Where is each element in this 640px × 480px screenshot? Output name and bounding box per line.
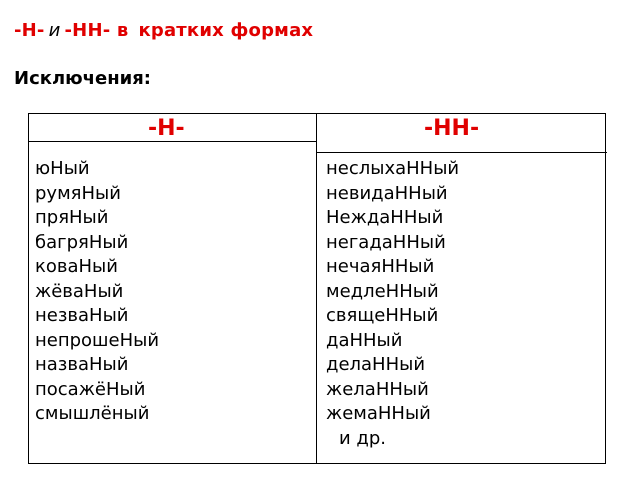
list-item: юНый: [35, 158, 90, 179]
list-item: назваНый: [35, 354, 129, 375]
page-title: [14, 20, 313, 41]
list-item: жёваНый: [35, 280, 124, 302]
list-item: посажёНый: [35, 378, 146, 400]
list-item: непрошеНый: [35, 329, 160, 351]
title-topic: кратких формах: [138, 20, 314, 41]
right-header-divider: [316, 152, 607, 153]
list-item: багряНый: [35, 231, 129, 253]
list-item: желаННый: [326, 378, 429, 400]
exceptions-heading: Исключения:: [14, 68, 152, 89]
left-column-header: -Н-: [148, 116, 185, 141]
list-item: негадаННый: [326, 231, 446, 253]
left-header-divider: [29, 141, 316, 142]
title-conjunction: и: [48, 20, 61, 41]
list-item: коваНый: [35, 256, 118, 277]
left-word-list: [35, 157, 159, 427]
right-word-list: [326, 157, 459, 451]
list-item: свящеННый: [326, 305, 439, 326]
list-item: смышлёный: [35, 403, 150, 424]
title-nn: -НН- в: [64, 20, 129, 41]
exceptions-table: [28, 113, 606, 464]
list-item: жемаННый: [326, 403, 431, 424]
list-item: НеждаННый: [326, 207, 444, 228]
list-item: незваНый: [35, 305, 129, 326]
list-item: румяНый: [35, 182, 121, 204]
list-item: нечаяННый: [326, 256, 435, 277]
list-item: неслыхаННый: [326, 158, 460, 179]
column-divider: [316, 114, 317, 463]
list-item: пряНый: [35, 207, 109, 228]
list-item: даННый: [326, 329, 403, 351]
etc-note: и др.: [339, 427, 387, 449]
title-n: -Н-: [14, 20, 45, 41]
list-item: медлеННый: [326, 280, 439, 302]
right-column-header: -НН-: [424, 116, 480, 141]
list-item: невидаННый: [326, 182, 448, 204]
list-item: делаННый: [326, 354, 426, 375]
